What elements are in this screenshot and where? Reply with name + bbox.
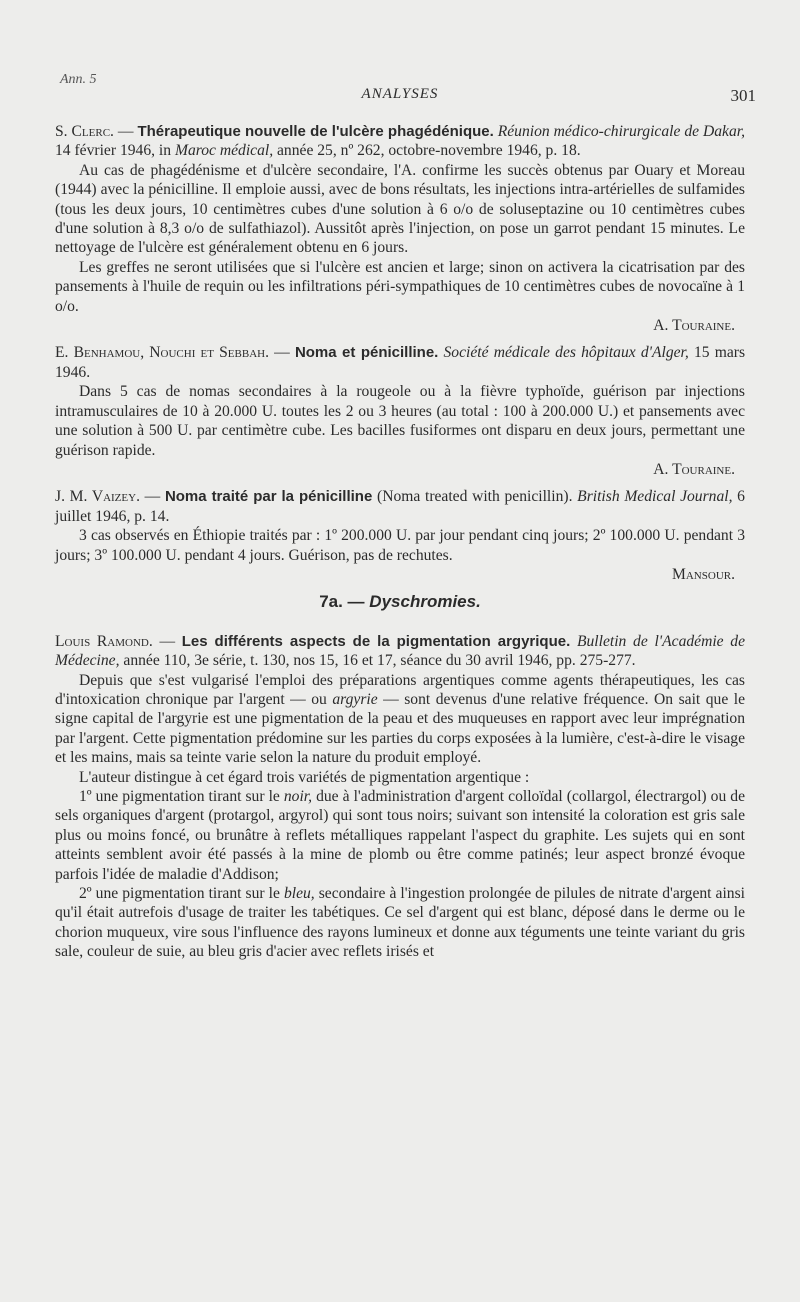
- page-number: 301: [730, 86, 756, 105]
- dash: —: [139, 488, 165, 506]
- article-title: Noma traité par la pénicilline: [164, 488, 373, 506]
- signature: A. Touraine.: [653, 460, 735, 478]
- article-heading: [55, 632, 745, 671]
- article-authors: S. Clerc.: [55, 123, 114, 140]
- signature: Mansour.: [672, 565, 735, 583]
- dash: —: [152, 632, 182, 650]
- article-source-details: année 110, 3e série, t. 130, nos 15, 16 et 17, séance du 30 avril 1946, pp. 275-277.: [119, 652, 636, 670]
- article-heading: [55, 343, 745, 382]
- running-title: ANALYSES: [361, 86, 439, 102]
- section-number: 7a. —: [319, 592, 370, 612]
- article-journal-details: année 25, nº 262, octobre-novembre 1946, p. 18.: [273, 142, 581, 160]
- article-clerc: [55, 122, 745, 335]
- article-heading: [55, 487, 745, 526]
- text: due à l'administration d'argent colloïdal (collargol, électrargol) ou de sels organiques d'argent (protargol, argyrol) qui sont tous noirs; suivant son intensité la coloration est gris sale plus ou moins foncé, ou brunâtre à reflets métalliques rappelant l'aspect du graphite. Les sujets qui en sont atteints semblent avoir été passés à la mine de plomb ou être comme patinés; leur aspect bronzé évoque parfois l'idée de maladie d'Addison;: [55, 788, 745, 883]
- emphasis: noir,: [283, 788, 313, 805]
- article-authors: Louis Ramond.: [55, 632, 153, 650]
- article-source-details: 14 février 1946, in: [55, 142, 175, 160]
- article-title: Les différents aspects de la pigmentation argyrique.: [181, 632, 571, 650]
- paragraph: [55, 787, 745, 884]
- text: secondaire à l'ingestion prolongée de pilules de nitrate d'argent ainsi qu'il était autrefois d'usage de traiter les tabétiques. Ce sel d'argent qui est blanc, déposé dans le derme ou le chorion muqueux, vire sous l'influence des rayons lumineux et donne aux téguments une teinte variant du gris sale, couleur de suie, au bleu gris d'acier avec reflets irisés et: [55, 885, 745, 961]
- paragraph: [55, 671, 745, 768]
- dash: —: [113, 123, 138, 140]
- section-name: Dyschromies.: [369, 592, 481, 612]
- text: — sont devenus d'une relative fréquence. On sait que le signe capital de l'argyrie est une pigmentation de la peau et des muqueuses en rapport avec leur imprégnation par l'argent. Cette pigmentation prédomine sur les parties du corps exposées à la lumière, c'est-à-dire le visage et les mains, mais sa teinte varie selon la nature du produit employé.: [55, 690, 745, 767]
- article-source-details: 15 mars 1946.: [55, 344, 746, 381]
- article-journal: Maroc médical,: [174, 142, 274, 160]
- emphasis: argyrie: [332, 690, 378, 708]
- article-source: Société médicale des hôpitaux d'Alger,: [438, 344, 689, 362]
- article-authors: E. Benhamou, Nouchi et Sebbah.: [55, 344, 269, 362]
- paragraph: [55, 884, 745, 962]
- article-heading: [55, 122, 745, 161]
- paragraph: Dans 5 cas de nomas secondaires à la rougeole ou à la fièvre typhoïde, guérison par injections intramusculaires de 10 à 20.000 U. toutes les 2 ou 3 heures (au total : 100 à 200.000 U.) et pansements avec une solution à 500 U. par centimètre cube. Les bacilles fusiformes ont disparu en deux jours, permettant une guérison rapide.: [55, 383, 745, 459]
- paragraph: 3 cas observés en Éthiopie traités par : 1º 200.000 U. par jour pendant cinq jours; 2º 100.000 U. pendant 3 jours; 3º 100.000 U. pendant 4 jours. Guérison, pas de rechutes.: [55, 527, 745, 564]
- article-source: Bulletin de l'Académie de Médecine,: [55, 632, 746, 670]
- article-vaizey: [55, 487, 745, 584]
- paragraph: L'auteur distingue à cet égard trois variétés de pigmentation argentique :: [79, 768, 530, 786]
- paragraph: Les greffes ne seront utilisées que si l'ulcère est ancien et large; sinon on activera la cicatrisation par des pansements à l'huile de requin ou les infiltrations péri-sympathiques de 10 centimètres cubes de novocaïne à 1 o/o.: [55, 258, 745, 315]
- article-title: Noma et pénicilline.: [294, 344, 439, 362]
- signature: A. Touraine.: [653, 317, 735, 335]
- article-title: Thérapeutique nouvelle de l'ulcère phagédénique.: [137, 123, 494, 140]
- text: Depuis que s'est vulgarisé l'emploi des préparations argentiques comme agents thérapeutiques, les cas d'intoxication chronique par l'argent — ou: [55, 671, 745, 708]
- article-journal: British Medical Journal,: [577, 488, 733, 506]
- margin-annotation: Ann. 5: [60, 72, 97, 87]
- emphasis: bleu,: [283, 885, 315, 903]
- article-benhamou: [55, 343, 745, 479]
- paragraph: Au cas de phagédénisme et d'ulcère secondaire, l'A. confirme les succès obtenus par Ouary et Moreau (1944) avec la pénicilline. Il emploie aussi, avec de bons résultats, les injections intra-artérielles de sulfamides (tous les deux jours, 10 centimètres cubes d'une solution à 6 o/o de soluseptazine ou 10 centimètres cubes d'une solution à 8,3 o/o de sulfathiazol). Aussitôt après l'injection, on pose un garrot pendant 15 minutes. Le nettoyage de l'ulcère est généralement obtenu en 6 jours.: [55, 161, 745, 257]
- article-authors: J. M. Vaizey.: [55, 488, 140, 506]
- section-heading: [55, 592, 745, 611]
- article-ramond: [55, 632, 745, 962]
- article-source-details: (Noma treated with penicillin).: [372, 488, 578, 506]
- article-source: Réunion médico-chirurgicale de Dakar,: [493, 123, 746, 140]
- text: 1º une pigmentation tirant sur le: [79, 788, 284, 805]
- page-content: [55, 122, 745, 970]
- article-journal-details: 6 juillet 1946, p. 14.: [55, 488, 745, 525]
- dash: —: [269, 344, 295, 362]
- text: 2º une pigmentation tirant sur le: [79, 885, 284, 903]
